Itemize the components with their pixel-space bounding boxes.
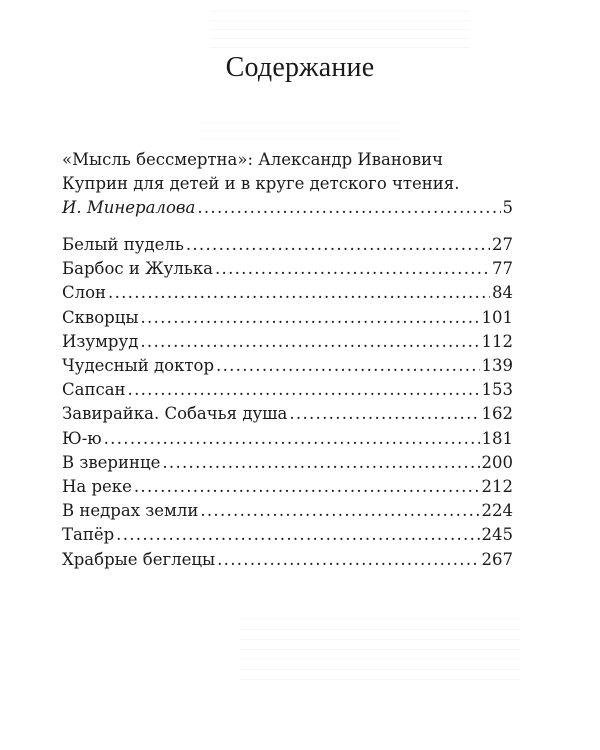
toc-entry-title: Храбрые беглецы	[62, 549, 216, 569]
toc-entry[interactable]	[62, 306, 513, 330]
toc-entry[interactable]	[62, 548, 513, 572]
leader-dots	[140, 330, 479, 354]
leader-dots	[162, 451, 479, 475]
leader-dots	[197, 196, 500, 220]
leader-dots	[200, 499, 479, 523]
toc-entry[interactable]	[62, 451, 513, 475]
leader-dots	[289, 402, 479, 426]
toc-entry-title: Ю-ю	[62, 428, 102, 448]
toc-entry-title: В зверинце	[62, 452, 161, 472]
toc-entry-page: 181	[481, 428, 513, 448]
leader-dots	[134, 475, 480, 499]
intro-author: И. Минералова	[62, 198, 196, 217]
toc-entry-page: 84	[492, 283, 513, 303]
toc-entry-title: Барбос и Жулька	[62, 259, 213, 279]
leader-dots	[116, 523, 479, 547]
bleed-through-texture	[240, 610, 520, 680]
leader-dots	[108, 281, 490, 305]
toc-entry-title: Тапёр	[62, 525, 115, 545]
leader-dots	[186, 233, 490, 257]
page-title: Содержание	[225, 52, 375, 83]
intro-author-entry[interactable]	[62, 196, 513, 220]
toc-entry-title: Белый пудель	[62, 235, 184, 254]
toc-entry-page: 77	[492, 259, 513, 279]
toc-entry-page: 139	[481, 356, 513, 376]
toc-entry-title: Скворцы	[62, 307, 139, 327]
leader-dots	[104, 427, 480, 451]
toc-entry-title: В недрах земли	[62, 501, 199, 521]
toc-entry-page: 267	[481, 549, 513, 569]
toc-entry-title: Изумруд	[62, 331, 139, 351]
toc-entry[interactable]	[62, 402, 513, 426]
toc-entry-title: Чудесный доктор	[62, 356, 215, 376]
toc-entry[interactable]	[62, 330, 513, 354]
bleed-through-texture	[210, 8, 470, 48]
toc-entry-page: 112	[481, 331, 513, 351]
toc-entry-page: 245	[481, 525, 513, 545]
toc-entry[interactable]	[62, 475, 513, 499]
toc-entry-page: 153	[481, 380, 513, 400]
toc-entry-page: 212	[481, 477, 513, 497]
toc-entry-title: Завирайка. Собачья душа	[62, 404, 288, 424]
toc-entry-title: На реке	[62, 477, 132, 497]
intro-page-number: 5	[502, 198, 513, 217]
toc-entry-page: 224	[481, 501, 513, 521]
toc-entry-page: 162	[481, 404, 513, 424]
toc-entry[interactable]	[62, 499, 513, 523]
bleed-through-texture	[200, 120, 400, 140]
toc-entry[interactable]	[62, 354, 513, 378]
toc-entry[interactable]	[62, 233, 513, 257]
leader-dots	[128, 378, 480, 402]
leader-dots	[216, 354, 479, 378]
leader-dots	[215, 257, 490, 281]
toc-entry-page: 27	[492, 235, 513, 254]
leader-dots	[140, 306, 479, 330]
toc-entry-title: Слон	[62, 283, 107, 303]
toc-entry[interactable]	[62, 378, 513, 402]
intro-line-1: «Мысль бессмертна»: Александр Иванович	[62, 150, 444, 169]
toc-entry[interactable]	[62, 257, 513, 281]
toc-entry-page: 200	[481, 452, 513, 472]
intro-article	[62, 148, 517, 220]
toc-entry-title: Сапсан	[62, 380, 126, 400]
leader-dots	[217, 548, 479, 572]
toc-list	[62, 233, 513, 572]
intro-line-2: Куприн для детей и в круге детского чтения.	[62, 174, 460, 193]
toc-entry[interactable]	[62, 281, 513, 305]
toc-entry[interactable]	[62, 427, 513, 451]
toc-entry-page: 101	[481, 307, 513, 327]
toc-entry[interactable]	[62, 523, 513, 547]
